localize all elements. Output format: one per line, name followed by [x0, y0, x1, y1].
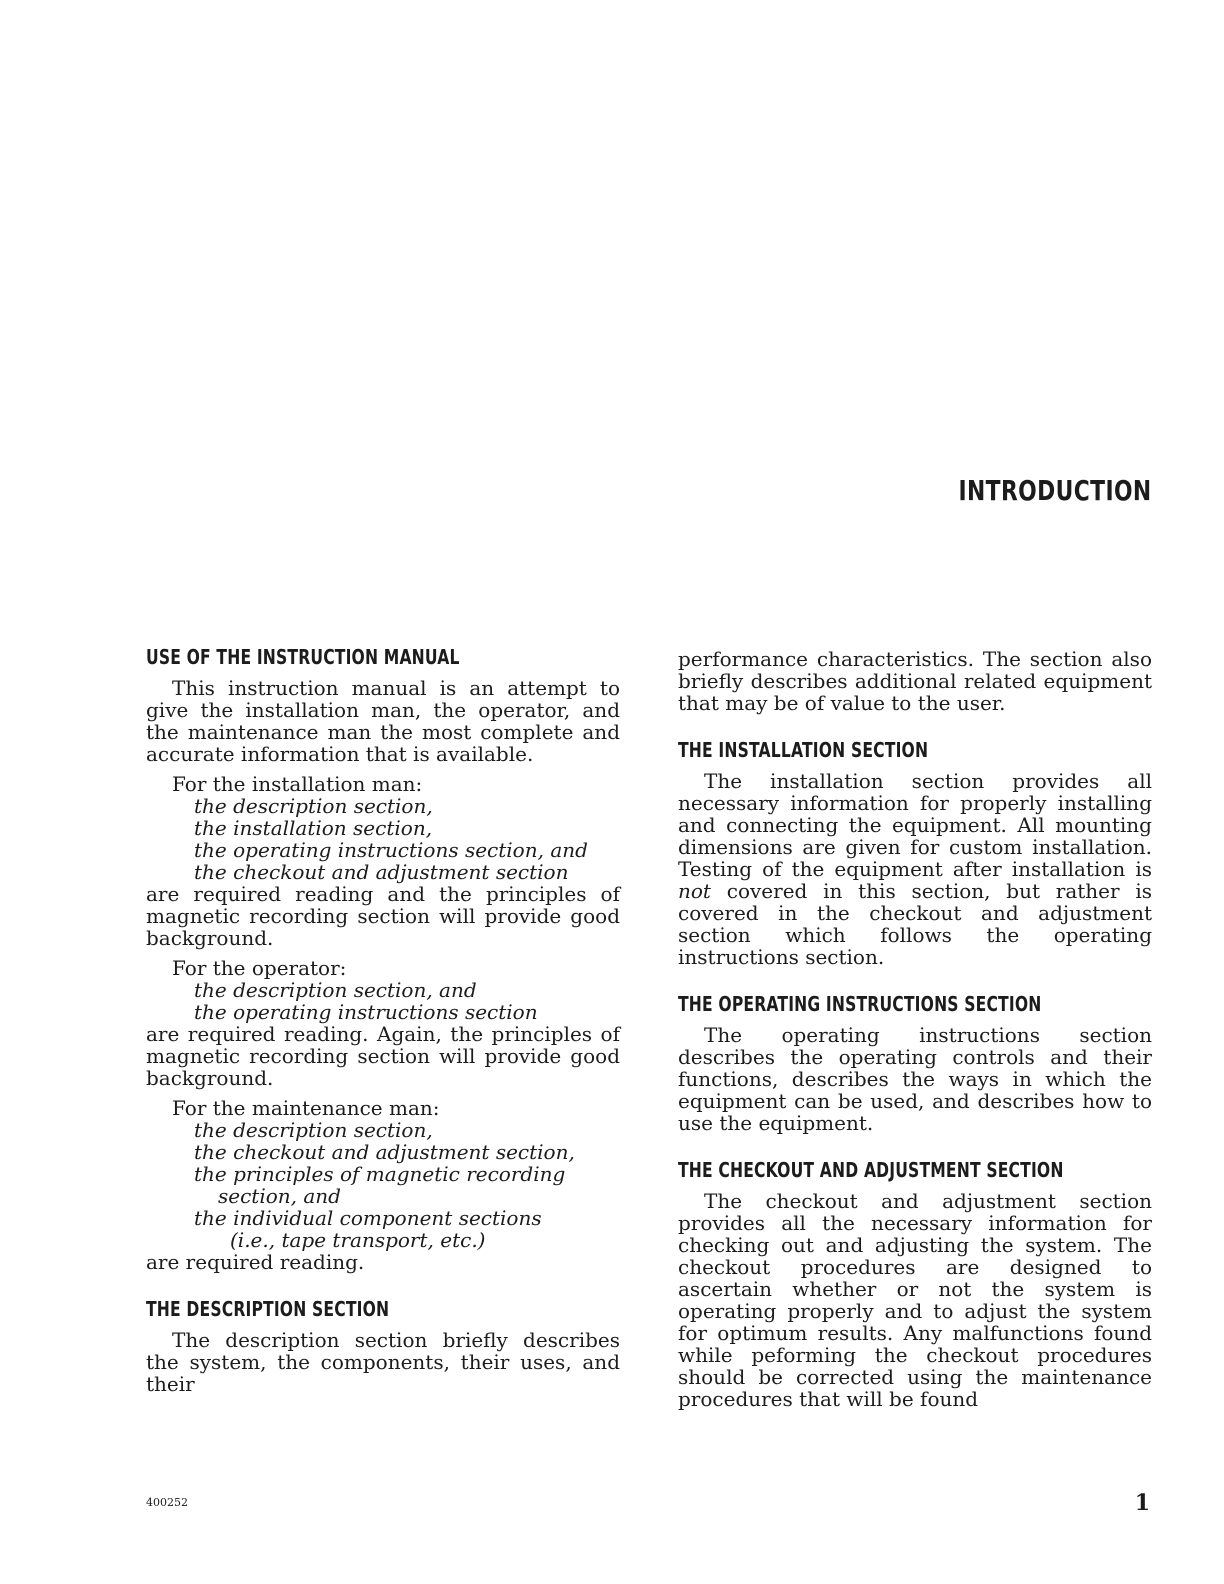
operator-item: the operating instructions section	[194, 1000, 538, 1024]
maint-item: (i.e., tape transport, etc.)	[230, 1228, 486, 1252]
installation-text-a: The installation section provides all necessary information for properly installing and connecting the equipment. All mounting dimensions are given for custom installation. Testing of the equipment after installation is	[678, 769, 1152, 881]
heading-checkout-section: THE CHECKOUT AND ADJUSTMENT SECTION	[678, 1158, 1064, 1182]
right-column	[678, 648, 1152, 1418]
install-after: are required reading and the principles of magnetic recording section will provide good background.	[146, 882, 620, 950]
maint-item: the description section,	[194, 1118, 433, 1142]
install-item: the description section,	[194, 794, 433, 818]
description-continued: performance characteristics. The section also briefly describes additional related equipment that may be of value to the user.	[678, 647, 1152, 715]
heading-description-section: THE DESCRIPTION SECTION	[146, 1297, 390, 1321]
operator-item: the description section, and	[194, 978, 477, 1002]
heading-operating-section: THE OPERATING INSTRUCTIONS SECTION	[678, 992, 1042, 1016]
installation-emphasis: not	[678, 879, 711, 903]
page-number: 1	[1134, 1490, 1150, 1516]
description-paragraph: The description section briefly describes the system, the components, their uses, and their	[146, 1328, 620, 1396]
installation-text-b: covered in this section, but rather is covered in the checkout and adjustment section which follows the operating instructions section.	[678, 879, 1152, 969]
operating-paragraph: The operating instructions section describes the operating controls and their functions, describes the ways in which the equipment can be used, and describes how to use the equipment.	[678, 1023, 1152, 1135]
maint-after: are required reading.	[146, 1250, 365, 1274]
checkout-paragraph: The checkout and adjustment section provides all the necessary information for checking out and adjusting the system. The checkout procedures are designed to ascertain whether or not the system is operating properly and to adjust the system for optimum results. Any malfunctions found while peforming the checkout procedures should be corrected using the maintenance procedures that will be found	[678, 1189, 1152, 1411]
maint-item: the individual component sections	[194, 1206, 542, 1230]
left-column	[146, 645, 620, 1403]
operator-lead: For the operator:	[172, 956, 347, 980]
install-item: the operating instructions section, and	[194, 838, 588, 862]
heading-installation-section: THE INSTALLATION SECTION	[678, 738, 929, 762]
maint-item: the principles of magnetic recording	[194, 1162, 566, 1186]
install-item: the installation section,	[194, 816, 433, 840]
installation-paragraph	[678, 770, 1152, 968]
document-code: 400252	[146, 1496, 188, 1509]
maint-item: the checkout and adjustment section,	[194, 1140, 575, 1164]
maint-item: section, and	[218, 1184, 341, 1208]
maint-lead: For the maintenance man:	[172, 1096, 440, 1120]
heading-use-of-manual: USE OF THE INSTRUCTION MANUAL	[146, 645, 460, 669]
install-lead: For the installation man:	[172, 772, 423, 796]
install-item: the checkout and adjustment section	[194, 860, 569, 884]
page-title: INTRODUCTION	[958, 474, 1152, 507]
use-paragraph: This instruction manual is an attempt to give the installation man, the operator, and the maintenance man the most complete and accurate information that is available.	[146, 676, 620, 766]
operator-after: are required reading. Again, the principles of magnetic recording section will provide good background.	[146, 1022, 620, 1090]
